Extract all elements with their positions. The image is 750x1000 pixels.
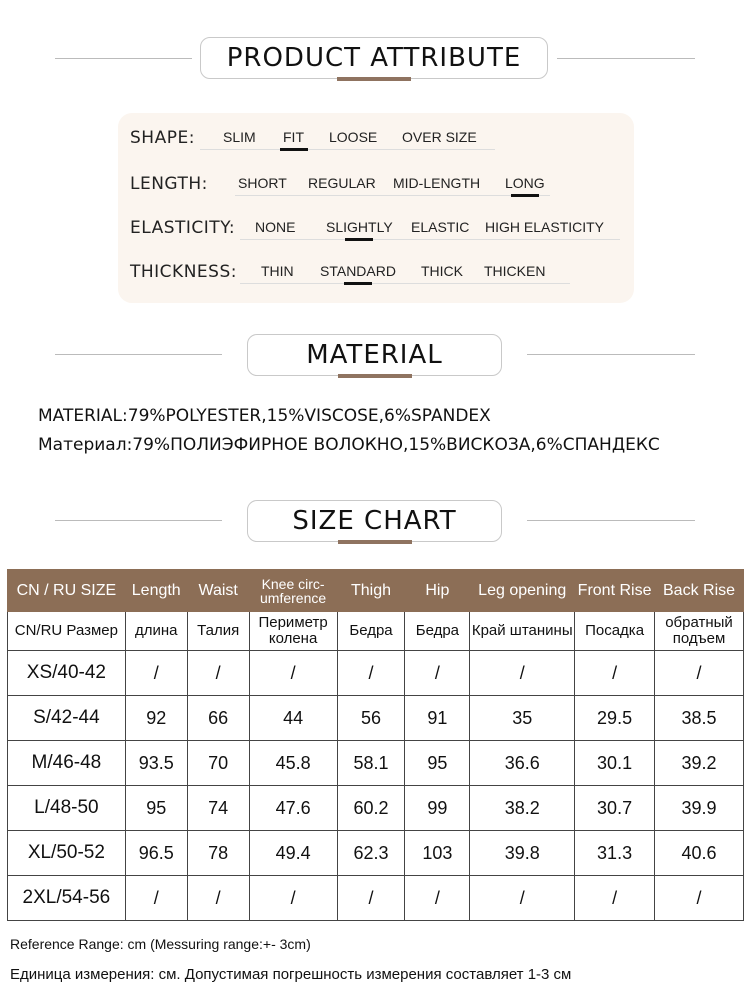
size-cell: XS/40-42 — [8, 651, 126, 696]
column-header: CN / RU SIZE — [8, 570, 126, 612]
column-header-ru: Талия — [187, 612, 249, 651]
attribute-option: SHORT — [238, 175, 287, 191]
size-cell: 2XL/54-56 — [8, 876, 126, 921]
table-cell: / — [575, 876, 655, 921]
material-ru: Материал:79%ПОЛИЭФИРНОЕ ВОЛОКНО,15%ВИСКОЗА,6%СПАНДЕКС — [38, 435, 660, 455]
attribute-option: OVER SIZE — [402, 129, 477, 145]
table-cell: / — [575, 651, 655, 696]
table-row-ru-headers — [8, 612, 744, 651]
table-row — [8, 831, 744, 876]
table-cell: / — [249, 876, 337, 921]
divider — [527, 520, 695, 521]
table-cell: / — [337, 651, 405, 696]
size-cell: XL/50-52 — [8, 831, 126, 876]
table-cell: 29.5 — [575, 696, 655, 741]
table-cell: / — [187, 651, 249, 696]
section-title-size-chart — [247, 500, 502, 542]
table-cell: 35 — [470, 696, 575, 741]
table-cell: 78 — [187, 831, 249, 876]
table-cell: / — [405, 876, 470, 921]
section-title-text: MATERIAL — [306, 340, 443, 370]
table-cell: 56 — [337, 696, 405, 741]
table-cell: 31.3 — [575, 831, 655, 876]
table-cell: 96.5 — [125, 831, 187, 876]
size-cell: M/46-48 — [8, 741, 126, 786]
table-cell: 39.2 — [655, 741, 744, 786]
reference-note-ru: Единица измерения: см. Допустимая погрешность измерения составляет 1-3 см — [10, 966, 572, 983]
table-cell: / — [655, 876, 744, 921]
divider — [55, 520, 222, 521]
column-header-ru: Край штанины — [470, 612, 575, 651]
attribute-option: NONE — [255, 219, 296, 235]
table-cell: 38.2 — [470, 786, 575, 831]
attribute-option: THIN — [261, 263, 294, 279]
table-row — [8, 741, 744, 786]
attribute-label: THICKNESS: — [130, 262, 237, 282]
column-header: Front Rise — [575, 570, 655, 612]
attribute-option: STANDARD — [320, 263, 396, 279]
table-cell: / — [125, 651, 187, 696]
table-row — [8, 651, 744, 696]
column-header-ru: Посадка — [575, 612, 655, 651]
table-cell: 99 — [405, 786, 470, 831]
table-cell: 70 — [187, 741, 249, 786]
table-cell: / — [470, 651, 575, 696]
column-header: Hip — [405, 570, 470, 612]
section-title-text: SIZE CHART — [292, 506, 457, 536]
attribute-option: REGULAR — [308, 175, 376, 191]
table-cell: / — [337, 876, 405, 921]
column-header: Thigh — [337, 570, 405, 612]
table-cell: 39.9 — [655, 786, 744, 831]
table-cell: 91 — [405, 696, 470, 741]
attribute-option: LOOSE — [329, 129, 378, 145]
divider — [55, 58, 192, 59]
table-row — [8, 786, 744, 831]
table-cell: 92 — [125, 696, 187, 741]
column-header: Waist — [187, 570, 249, 612]
table-cell: / — [125, 876, 187, 921]
section-title-text: PRODUCT ATTRIBUTE — [226, 43, 522, 73]
table-cell: 47.6 — [249, 786, 337, 831]
attribute-label: ELASTICITY: — [130, 218, 236, 238]
table-cell: 36.6 — [470, 741, 575, 786]
table-cell: 38.5 — [655, 696, 744, 741]
column-header-ru: Бедра — [337, 612, 405, 651]
material-en: MATERIAL:79%POLYESTER,15%VISCOSE,6%SPANDEX — [38, 406, 491, 426]
table-cell: 95 — [125, 786, 187, 831]
table-cell: 95 — [405, 741, 470, 786]
table-cell: / — [249, 651, 337, 696]
divider — [240, 283, 570, 284]
section-title-attribute — [200, 37, 548, 79]
reference-note: Reference Range: cm (Messuring range:+- 3cm) — [10, 936, 311, 952]
column-header-ru: CN/RU Размер — [8, 612, 126, 651]
table-cell: 30.1 — [575, 741, 655, 786]
table-cell: 40.6 — [655, 831, 744, 876]
section-title-material — [247, 334, 502, 376]
column-header-ru: длина — [125, 612, 187, 651]
attribute-option: HIGH ELASTICITY — [485, 219, 605, 235]
column-header-ru: обратный подъем — [655, 612, 744, 651]
column-header: Back Rise — [655, 570, 744, 612]
table-row — [8, 876, 744, 921]
attribute-option: FIT — [283, 129, 304, 145]
table-cell: 93.5 — [125, 741, 187, 786]
column-header: Length — [125, 570, 187, 612]
table-cell: 49.4 — [249, 831, 337, 876]
table-row — [8, 696, 744, 741]
attribute-option: LONG — [505, 175, 545, 191]
table-cell: / — [655, 651, 744, 696]
table-cell: 44 — [249, 696, 337, 741]
size-cell: S/42-44 — [8, 696, 126, 741]
attribute-option: THICK — [421, 263, 463, 279]
table-cell: 74 — [187, 786, 249, 831]
attribute-label: LENGTH: — [130, 174, 208, 194]
table-cell: 45.8 — [249, 741, 337, 786]
attribute-option: ELASTIC — [411, 219, 470, 235]
divider — [55, 354, 222, 355]
divider — [557, 58, 695, 59]
table-cell: 103 — [405, 831, 470, 876]
table-cell: 66 — [187, 696, 249, 741]
table-cell: / — [405, 651, 470, 696]
attribute-option: SLIM — [223, 129, 256, 145]
divider — [200, 149, 495, 150]
table-cell: 30.7 — [575, 786, 655, 831]
divider — [527, 354, 695, 355]
divider — [235, 195, 550, 196]
column-header-ru: Периметр колена — [249, 612, 337, 651]
table-cell: / — [470, 876, 575, 921]
attribute-option: SLIGHTLY — [326, 219, 393, 235]
attribute-label: SHAPE: — [130, 128, 195, 148]
column-header-ru: Бедра — [405, 612, 470, 651]
table-cell: 39.8 — [470, 831, 575, 876]
attribute-option: MID-LENGTH — [393, 175, 481, 191]
attribute-option: THICKEN — [484, 263, 546, 279]
divider — [240, 239, 620, 240]
table-cell: 58.1 — [337, 741, 405, 786]
table-cell: 62.3 — [337, 831, 405, 876]
column-header: Leg opening — [470, 570, 575, 612]
size-cell: L/48-50 — [8, 786, 126, 831]
size-chart-table — [7, 569, 744, 921]
table-cell: 60.2 — [337, 786, 405, 831]
table-cell: / — [187, 876, 249, 921]
column-header: Knee circ-umference — [249, 570, 337, 612]
